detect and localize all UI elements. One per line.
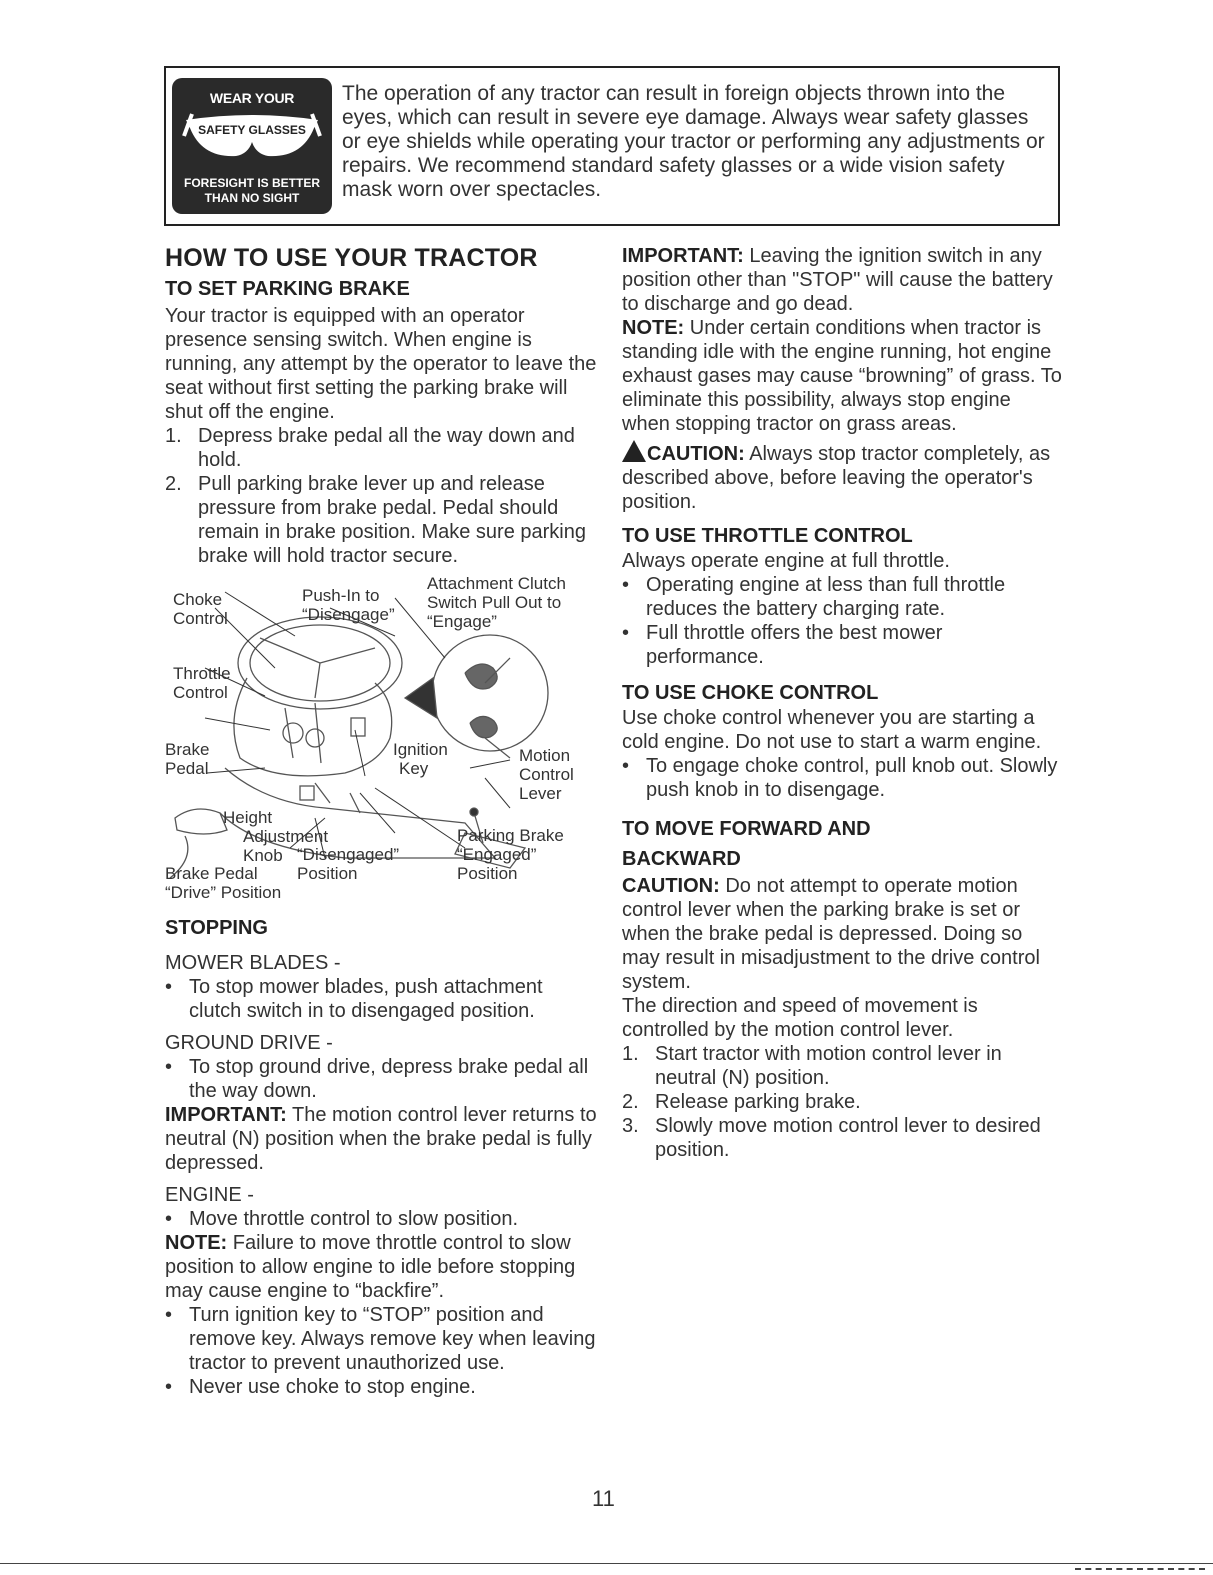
ground-drive-subheading: GROUND DRIVE - <box>165 1032 333 1054</box>
mower-blades-bullets <box>165 975 597 1023</box>
engine-bullets-1 <box>165 1207 597 1231</box>
browning-note: NOTE: Under certain conditions when tractor is standing idle with the engine running, hot engine exhaust gases may cause “browning” of grass. To eliminate this possibility, always stop engine when stopping tractor on grass areas. <box>622 317 1062 435</box>
label-attachment-clutch: Attachment Clutch Switch Pull Out to “Engage” <box>427 574 566 631</box>
list-item: 2. Release parking brake. <box>622 1091 861 1113</box>
engine-bullets-2 <box>165 1303 597 1399</box>
list-item: 1. Depress brake pedal all the way down and hold. <box>165 425 575 471</box>
stopping-heading: STOPPING <box>165 917 268 939</box>
safety-glasses-badge <box>172 78 332 214</box>
list-item: 3. Slowly move motion control lever to desired position. <box>622 1115 1041 1161</box>
list-item: • Move throttle control to slow position. <box>165 1208 519 1230</box>
engine-subheading: ENGINE - <box>165 1184 254 1206</box>
move-caution: CAUTION: Do not attempt to operate motion control lever when the parking brake is set or when the brake pedal is depressed. Doing so may result in misadjustment to the drive control system. <box>622 875 1040 993</box>
controls-diagram <box>165 568 597 908</box>
throttle-heading: TO USE THROTTLE CONTROL <box>622 525 913 547</box>
parking-brake-intro: Your tractor is equipped with an operator presence sensing switch. When engine is running, any attempt by the operator to leave the seat without first setting the parking brake will shut off the engine. <box>165 305 597 423</box>
footer-dashed-rule <box>1075 1568 1205 1571</box>
ignition-important: IMPORTANT: Leaving the ignition switch in any position other than "STOP" will cause the battery to discharge and go dead. <box>622 245 1053 315</box>
label-brake-pedal-drive: Brake Pedal “Drive” Position <box>165 864 282 902</box>
move-heading: TO MOVE FORWARD AND BACKWARD <box>622 818 871 870</box>
label-choke: Choke Control <box>173 590 228 628</box>
list-item: 1. Start tractor with motion control lever in neutral (N) position. <box>622 1043 1002 1089</box>
list-item: • Operating engine at less than full throttle reduces the battery charging rate. <box>622 574 1006 620</box>
list-item: • Full throttle offers the best mower performance. <box>622 622 943 668</box>
badge-mid-text: SAFETY GLASSES <box>198 123 306 137</box>
badge-top-text: WEAR YOUR <box>209 90 295 106</box>
badge-bottom-text <box>172 176 332 206</box>
badge-bottom-line1: FORESIGHT IS BETTER <box>183 176 320 190</box>
left-column <box>165 244 597 1399</box>
parking-brake-steps <box>165 424 597 568</box>
stop-caution: CAUTION: Always stop tractor completely, as described above, before leaving the operator's position. <box>622 440 1062 514</box>
stopping-important: IMPORTANT: The motion control lever returns to neutral (N) position when the brake pedal is fully depressed. <box>165 1104 597 1174</box>
page-number: 11 <box>592 1486 615 1511</box>
label-push-in: Push-In to “Disengage” <box>302 586 395 624</box>
parking-brake-heading: TO SET PARKING BRAKE <box>165 278 410 300</box>
ground-drive-bullets <box>165 1055 597 1103</box>
list-item: • Never use choke to stop engine. <box>165 1376 476 1398</box>
choke-intro: Use choke control whenever you are starting a cold engine. Do not use to start a warm engine. <box>622 707 1042 753</box>
list-item: • To stop mower blades, push attachment clutch switch in to disengaged position. <box>165 976 543 1022</box>
move-intro: The direction and speed of movement is controlled by the motion control lever. <box>622 995 978 1041</box>
list-item: • To engage choke control, pull knob out. Slowly push knob in to disengage. <box>622 755 1058 801</box>
mower-blades-subheading: MOWER BLADES - <box>165 952 341 974</box>
banner-warning-text: The operation of any tractor can result in foreign objects thrown into the eyes, which can result in severe eye damage. Always wear safety glasses or eye shields while operating your tractor or performing any adjustments or repairs. We recommend standard safety glasses or a wide vision safety mask worn over spectacles. <box>342 82 1045 201</box>
choke-heading: TO USE CHOKE CONTROL <box>622 682 879 704</box>
right-column <box>622 244 1062 1162</box>
label-brake-pedal: Brake Pedal <box>165 740 210 778</box>
move-steps <box>622 1042 1062 1162</box>
throttle-intro: Always operate engine at full throttle. <box>622 550 950 572</box>
label-motion-control: Motion Control Lever <box>519 746 574 803</box>
list-item: • Turn ignition key to “STOP” position and remove key. Always remove key when leaving tractor to prevent unauthorized use. <box>165 1304 596 1374</box>
badge-bottom-line2: THAN NO SIGHT <box>204 191 300 205</box>
label-ignition: Ignition Key <box>393 740 448 778</box>
throttle-bullets <box>622 573 1062 669</box>
warning-triangle-icon <box>622 440 646 462</box>
safety-banner <box>164 66 1060 226</box>
label-disengaged-position: “Disengaged” Position <box>297 845 400 883</box>
engine-note: NOTE: Failure to move throttle control to slow position to allow engine to idle before stopping may cause engine to “backfire”. <box>165 1232 576 1302</box>
page-title: HOW TO USE YOUR TRACTOR <box>165 244 538 272</box>
footer-rule <box>0 1563 1213 1564</box>
list-item: • To stop ground drive, depress brake pedal all the way down. <box>165 1056 589 1102</box>
choke-bullets <box>622 754 1062 802</box>
label-throttle: Throttle Control <box>173 664 231 702</box>
label-height-adjustment: Height Adjustment Knob <box>223 808 329 865</box>
list-item: 2. Pull parking brake lever up and release pressure from brake pedal. Pedal should remain in brake position. Make sure parking brake will hold tractor secure. <box>165 473 586 567</box>
label-parking-brake-engaged: Parking Brake “Engaged” Position <box>457 826 564 883</box>
